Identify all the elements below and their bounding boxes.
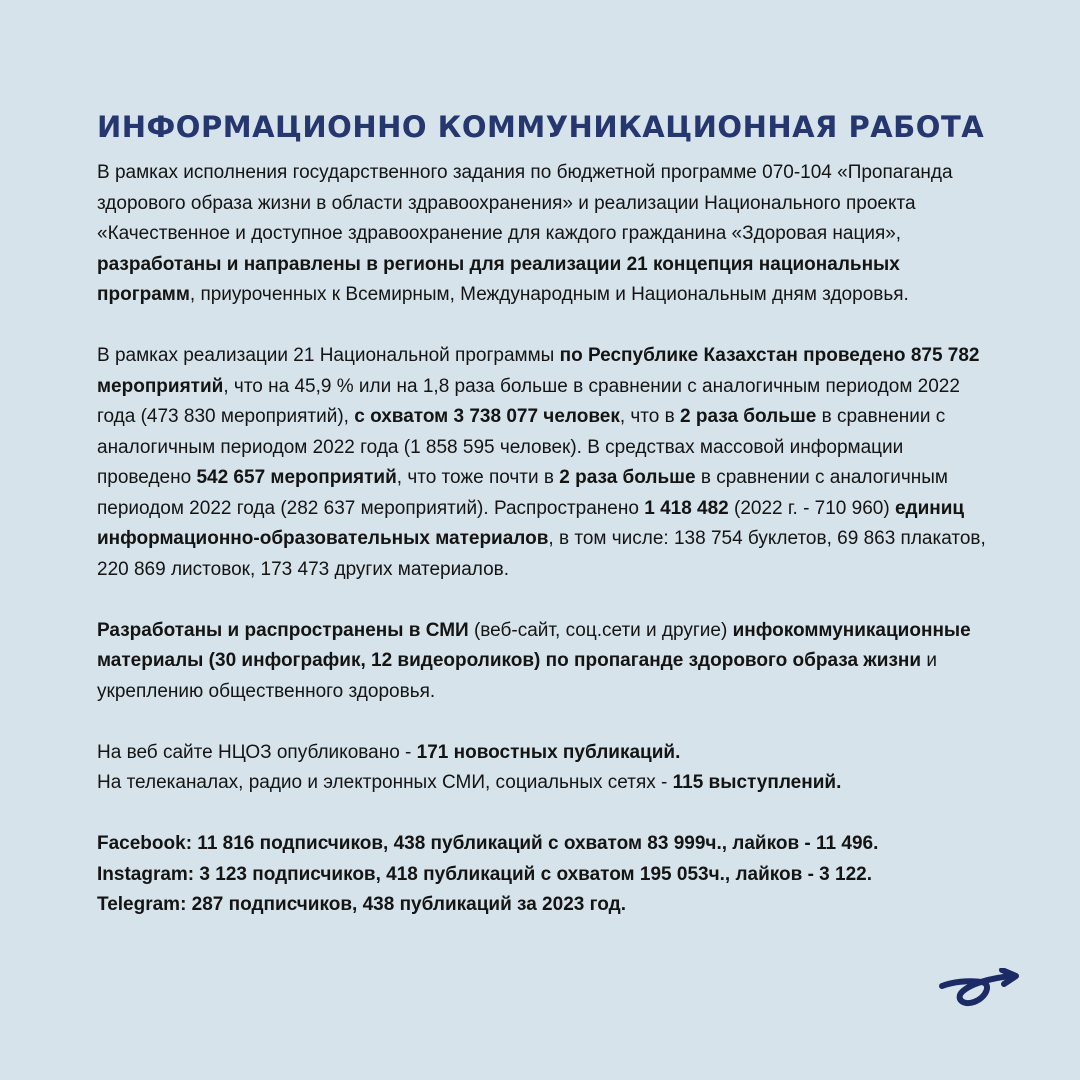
p2-bold-5: 2 раза больше: [559, 467, 696, 488]
swipe-arrow-icon[interactable]: [938, 968, 1020, 1016]
p2-bold-1: по Республике Казахстан проведено 875 782 мероприятий: [97, 345, 980, 397]
paragraph-4: [97, 738, 997, 799]
p3-bold-2: инфокоммуникационные материалы (30 инфографик, 12 видеороликов) по пропаганде здорового образа жизни: [97, 619, 971, 671]
p2-text-3: , что в: [619, 406, 681, 427]
p2-text-6: в сравнении с аналогичным периодом 2022 года (282 637 мероприятий). Распространено: [97, 467, 948, 519]
content: [97, 108, 997, 921]
social-telegram: Telegram: 287 подписчиков, 438 публикаций за 2023 год.: [97, 894, 626, 915]
p2-text-4: в сравнении с аналогичным периодом 2022 года (1 858 595 человек). В средствах массовой информации проведено: [97, 406, 946, 488]
p2-bold-4: 542 657 мероприятий: [196, 467, 397, 488]
p4-line2-text: На телеканалах, радио и электронных СМИ, социальных сетях -: [97, 772, 673, 793]
p1-text-2: , приуроченных к Всемирным, Международным и Национальным дням здоровья.: [189, 284, 909, 305]
p4-line1-bold: 171 новостных публикаций.: [416, 741, 681, 763]
page-title: ИНФОРМАЦИОННО КОММУНИКАЦИОННАЯ РАБОТА: [97, 110, 985, 144]
p2-text-5: , что тоже почти в: [396, 467, 560, 488]
p2-text-8: , в том числе: 138 754 буклетов, 69 863 плакатов, 220 869 листовок, 173 473 других материалов.: [97, 528, 986, 580]
p2-bold-7: единиц информационно-образовательных материалов: [97, 497, 965, 549]
p4-line1-text: На веб сайте НЦОЗ опубликовано -: [97, 741, 417, 763]
social-facebook: Facebook: 11 816 подписчиков, 438 публикаций с охватом 83 999ч., лайков - 11 496.: [97, 833, 879, 854]
p2-text-7: (2022 г. - 710 960): [728, 497, 895, 519]
p1-bold-1: разработаны и направлены в регионы для реализации 21 концепция национальных программ: [97, 253, 900, 305]
p4-line2-bold: 115 выступлений.: [672, 772, 842, 793]
p2-bold-3: 2 раза больше: [680, 406, 817, 427]
paragraph-1: [97, 158, 997, 311]
p3-bold-1: Разработаны и распространены в СМИ: [97, 619, 469, 641]
p1-text-1: В рамках исполнения государственного задания по бюджетной программе 070-104 «Пропаганда здорового образа жизни в области здравоохранения» и реализации Национального проекта «Качественное и доступное здравоохранение для каждого гражданина «Здоровая нация»,: [97, 162, 953, 244]
p2-text-2: , что на 45,9 % или на 1,8 раза больше в сравнении с аналогичным периодом 2022 года (473 830 мероприятий),: [97, 375, 960, 427]
p2-text-1: В рамках реализации 21 Национальной программы: [97, 345, 560, 366]
social-instagram: Instagram: 3 123 подписчиков, 418 публикаций с охватом 195 053ч., лайков - 3 122.: [97, 863, 873, 885]
paragraph-3: [97, 616, 997, 708]
paragraph-2: [97, 341, 997, 585]
p2-bold-2: с охватом 3 738 077 человек: [354, 406, 620, 427]
p3-text-1: (веб-сайт, соц.сети и другие): [468, 619, 733, 641]
p3-text-2: и укреплению общественного здоровья.: [97, 650, 937, 702]
p2-bold-6: 1 418 482: [644, 497, 729, 519]
